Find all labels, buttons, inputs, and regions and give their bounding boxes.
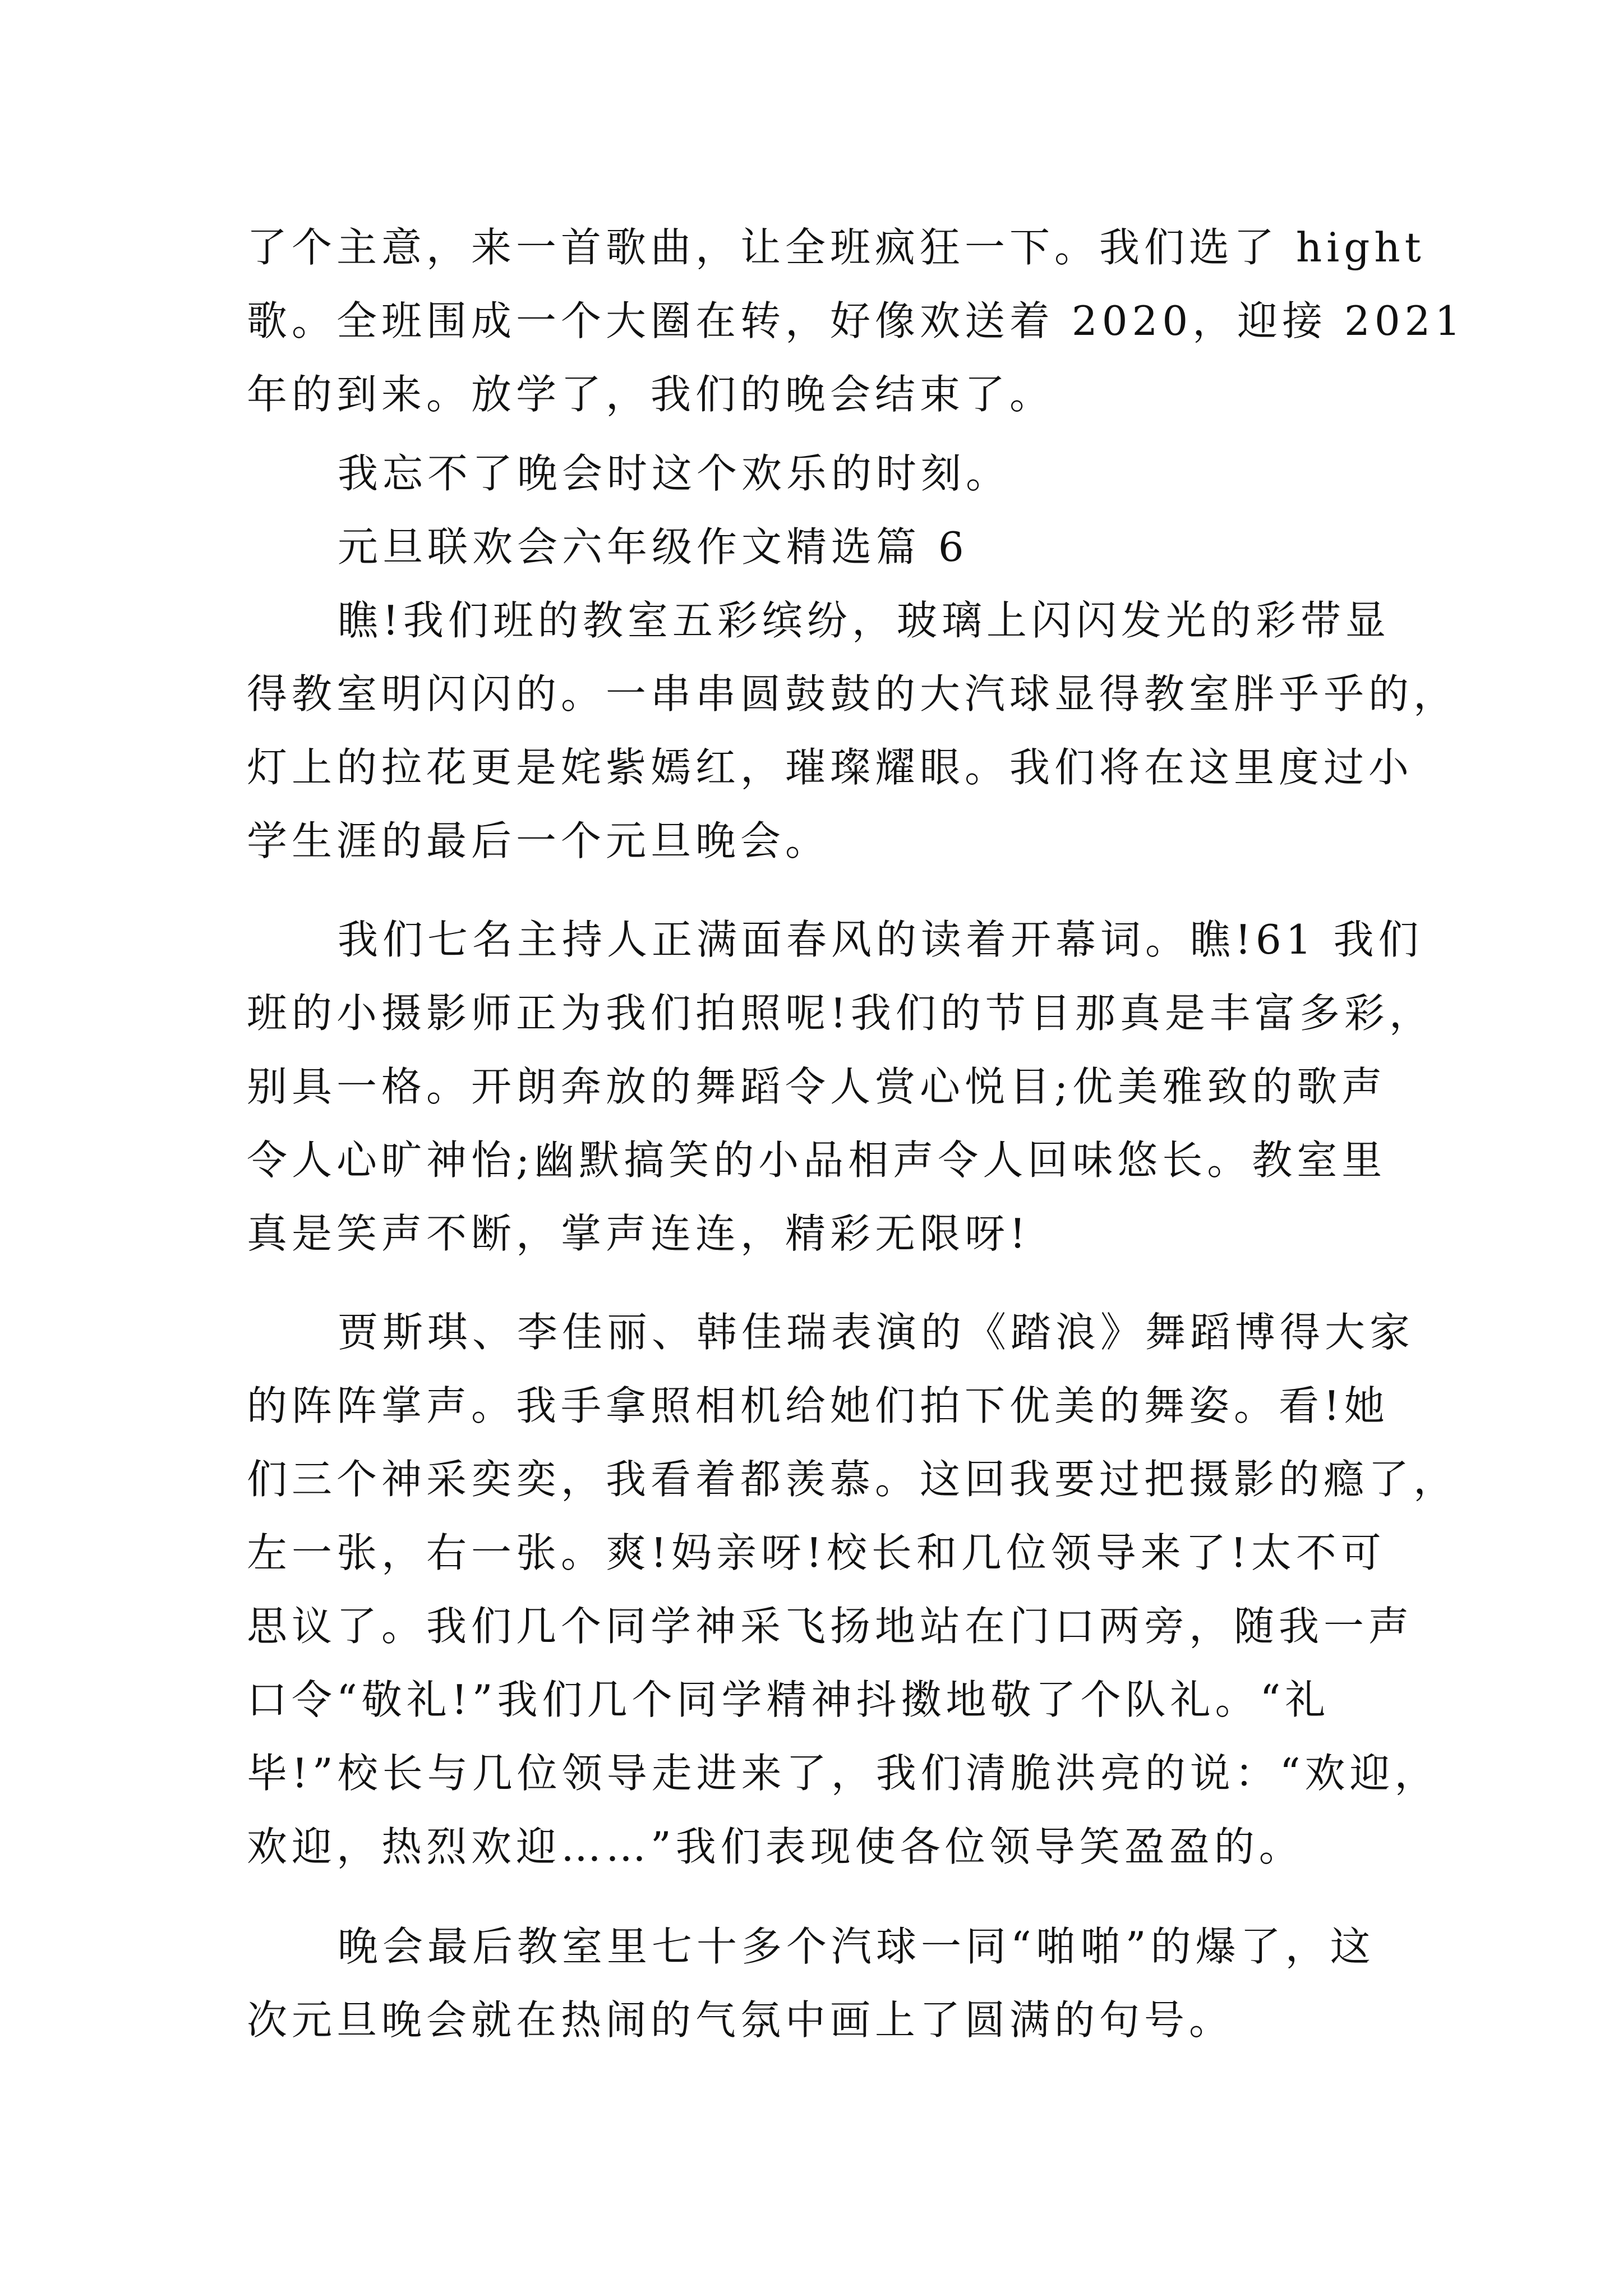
text-line: 次元旦晚会就在热闹的气氛中画上了圆满的句号。: [247, 1996, 1234, 2044]
section-heading: 元旦联欢会六年级作文精选篇 6: [338, 523, 969, 570]
text-line: 思议了。我们几个同学神采飞扬地站在门口两旁，随我一声: [247, 1603, 1414, 1650]
text-line: 左一张，右一张。爽!妈亲呀!校长和几位领导来了!太不可: [247, 1529, 1386, 1576]
text-line: 晚会最后教室里七十多个汽球一同“啪啪”的爆了，这: [338, 1923, 1375, 1970]
text-line: 得教室明闪闪的。一串串圆鼓鼓的大汽球显得教室胖乎乎的，: [247, 670, 1459, 717]
text-line: 的阵阵掌声。我手拿照相机给她们拍下优美的舞姿。看!她: [247, 1382, 1389, 1429]
text-line: 欢迎，热烈欢迎……”我们表现使各位领导笑盈盈的。: [247, 1823, 1304, 1870]
text-line: 别具一格。开朗奔放的舞蹈令人赏心悦目;优美雅致的歌声: [247, 1063, 1387, 1110]
text-line: 学生涯的最后一个元旦晚会。: [247, 817, 831, 864]
text-line: 贾斯琪、李佳丽、韩佳瑞表演的《踏浪》舞蹈博得大家: [338, 1309, 1415, 1356]
text-line: 令人心旷神怡;幽默搞笑的小品相声令人回味悠长。教室里: [247, 1137, 1387, 1184]
text-line: 班的小摄影师正为我们拍照呢!我们的节目那真是丰富多彩，: [247, 990, 1434, 1037]
text-line: 毕!”校长与几位领导走进来了，我们清脆洪亮的说：“欢迎，: [247, 1750, 1440, 1797]
text-line: 口令“敬礼!”我们几个同学精神抖擞地敬了个队礼。“礼: [247, 1676, 1330, 1723]
text-line: 我们七名主持人正满面春风的读着开幕词。瞧!61 我们: [338, 916, 1423, 963]
text-line: 年的到来。放学了，我们的晚会结束了。: [247, 371, 1055, 418]
text-line: 们三个神采奕奕，我看着都羡慕。这回我要过把摄影的瘾了，: [247, 1456, 1459, 1503]
text-line: 真是笑声不断，掌声连连，精彩无限呀!: [247, 1210, 1030, 1257]
text-line: 我忘不了晚会时这个欢乐的时刻。: [338, 450, 1011, 497]
text-line: 了个主意，来一首歌曲，让全班疯狂一下。我们选了 hight: [247, 224, 1426, 271]
text-line: 瞧!我们班的教室五彩缤纷，玻璃上闪闪发光的彩带显: [338, 597, 1390, 644]
text-line: 灯上的拉花更是姹紫嫣红，璀璨耀眼。我们将在这里度过小: [247, 744, 1414, 791]
text-line: 歌。全班围成一个大圈在转，好像欢送着 2020，迎接 2021: [247, 297, 1465, 344]
